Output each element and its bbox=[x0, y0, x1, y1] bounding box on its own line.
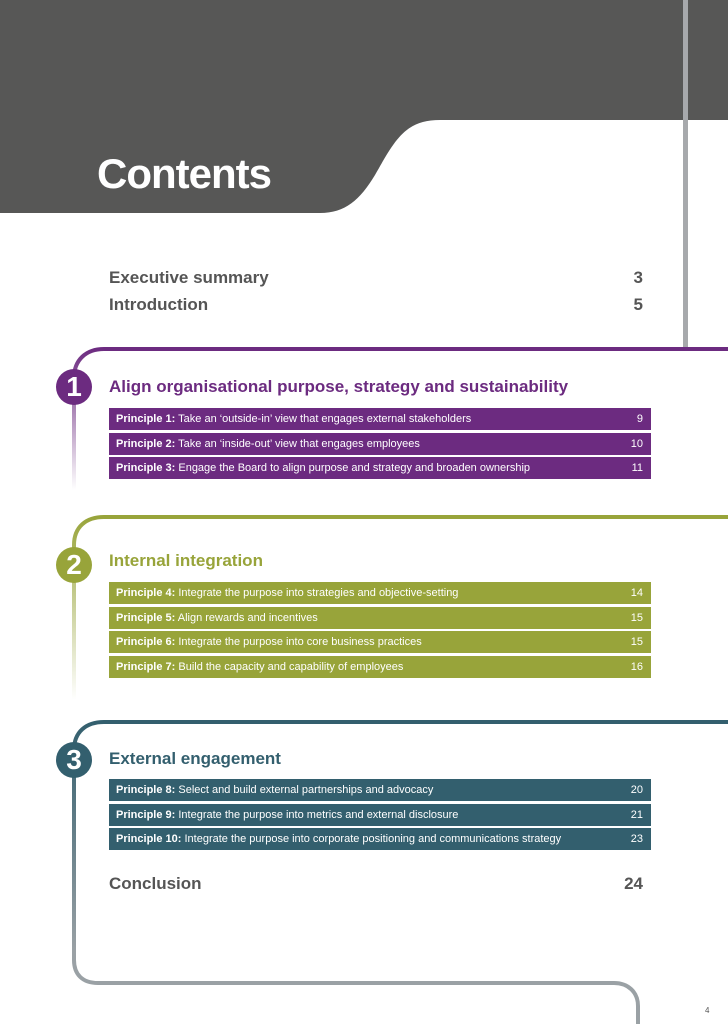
section-3-number-badge: 3 bbox=[56, 742, 92, 778]
principle-page: 10 bbox=[630, 437, 643, 450]
principle-page: 14 bbox=[630, 587, 643, 599]
toc-entry-conclusion[interactable] bbox=[109, 874, 643, 894]
toc-entry-introduction[interactable] bbox=[109, 295, 643, 315]
toc-entry-label: Conclusion bbox=[109, 874, 202, 893]
page-number: 4 bbox=[705, 1006, 710, 1015]
toc-row-principle-5[interactable] bbox=[109, 607, 651, 629]
principle-page: 11 bbox=[631, 462, 643, 474]
principle-page: 20 bbox=[630, 784, 643, 796]
principle-title: Principle 4: Integrate the purpose into strategies and objective-setting bbox=[116, 587, 459, 599]
principle-page: 15 bbox=[630, 611, 643, 624]
principle-page: 9 bbox=[636, 413, 643, 425]
principle-title: Principle 2: Take an ‘inside-out’ view that engages employees bbox=[116, 437, 420, 450]
toc-row-principle-3[interactable] bbox=[109, 457, 651, 479]
vertical-rule bbox=[683, 0, 688, 347]
principle-title: Principle 7: Build the capacity and capability of employees bbox=[116, 660, 404, 673]
principle-title: Principle 6: Integrate the purpose into core business practices bbox=[116, 636, 422, 648]
section-2-heading: Internal integration bbox=[109, 551, 263, 570]
section-1-principles bbox=[109, 408, 651, 482]
principle-title: Principle 10: Integrate the purpose into corporate positioning and communications strategy bbox=[116, 833, 562, 845]
toc-row-principle-1[interactable] bbox=[109, 408, 651, 430]
principle-title: Principle 8: Select and build external partnerships and advocacy bbox=[116, 784, 434, 796]
toc-row-principle-2[interactable] bbox=[109, 433, 651, 455]
section-1-number-badge: 1 bbox=[56, 369, 92, 405]
bottom-loop bbox=[74, 950, 638, 1024]
toc-row-principle-7[interactable] bbox=[109, 656, 651, 678]
toc-row-principle-10[interactable] bbox=[109, 828, 651, 850]
principle-title: Principle 1: Take an ‘outside-in’ view that engages external stakeholders bbox=[116, 413, 472, 425]
toc-entry-page: 3 bbox=[633, 268, 643, 287]
toc-row-principle-8[interactable] bbox=[109, 779, 651, 801]
toc-entry-executive-summary[interactable] bbox=[109, 268, 643, 288]
principle-title: Principle 9: Integrate the purpose into metrics and external disclosure bbox=[116, 808, 459, 821]
principle-title: Principle 5: Align rewards and incentives bbox=[116, 611, 318, 624]
toc-row-principle-6[interactable] bbox=[109, 631, 651, 653]
page-title: Contents bbox=[97, 150, 271, 197]
section-2-principles bbox=[109, 582, 651, 680]
section-3-heading: External engagement bbox=[109, 749, 281, 768]
section-3-principles bbox=[109, 779, 651, 853]
principle-page: 16 bbox=[630, 660, 643, 673]
toc-entry-page: 5 bbox=[633, 295, 643, 314]
toc-entry-label: Executive summary bbox=[109, 268, 269, 287]
toc-entry-label: Introduction bbox=[109, 295, 209, 314]
section-2-number-badge: 2 bbox=[56, 547, 92, 583]
principle-page: 23 bbox=[630, 833, 643, 845]
toc-row-principle-4[interactable] bbox=[109, 582, 651, 604]
principle-title: Principle 3: Engage the Board to align purpose and strategy and broaden ownership bbox=[116, 462, 530, 474]
principle-page: 15 bbox=[630, 636, 643, 648]
section-1-heading: Align organisational purpose, strategy and sustainability bbox=[109, 377, 569, 396]
principle-page: 21 bbox=[630, 808, 643, 821]
toc-row-principle-9[interactable] bbox=[109, 804, 651, 826]
toc-entry-page: 24 bbox=[624, 874, 643, 893]
